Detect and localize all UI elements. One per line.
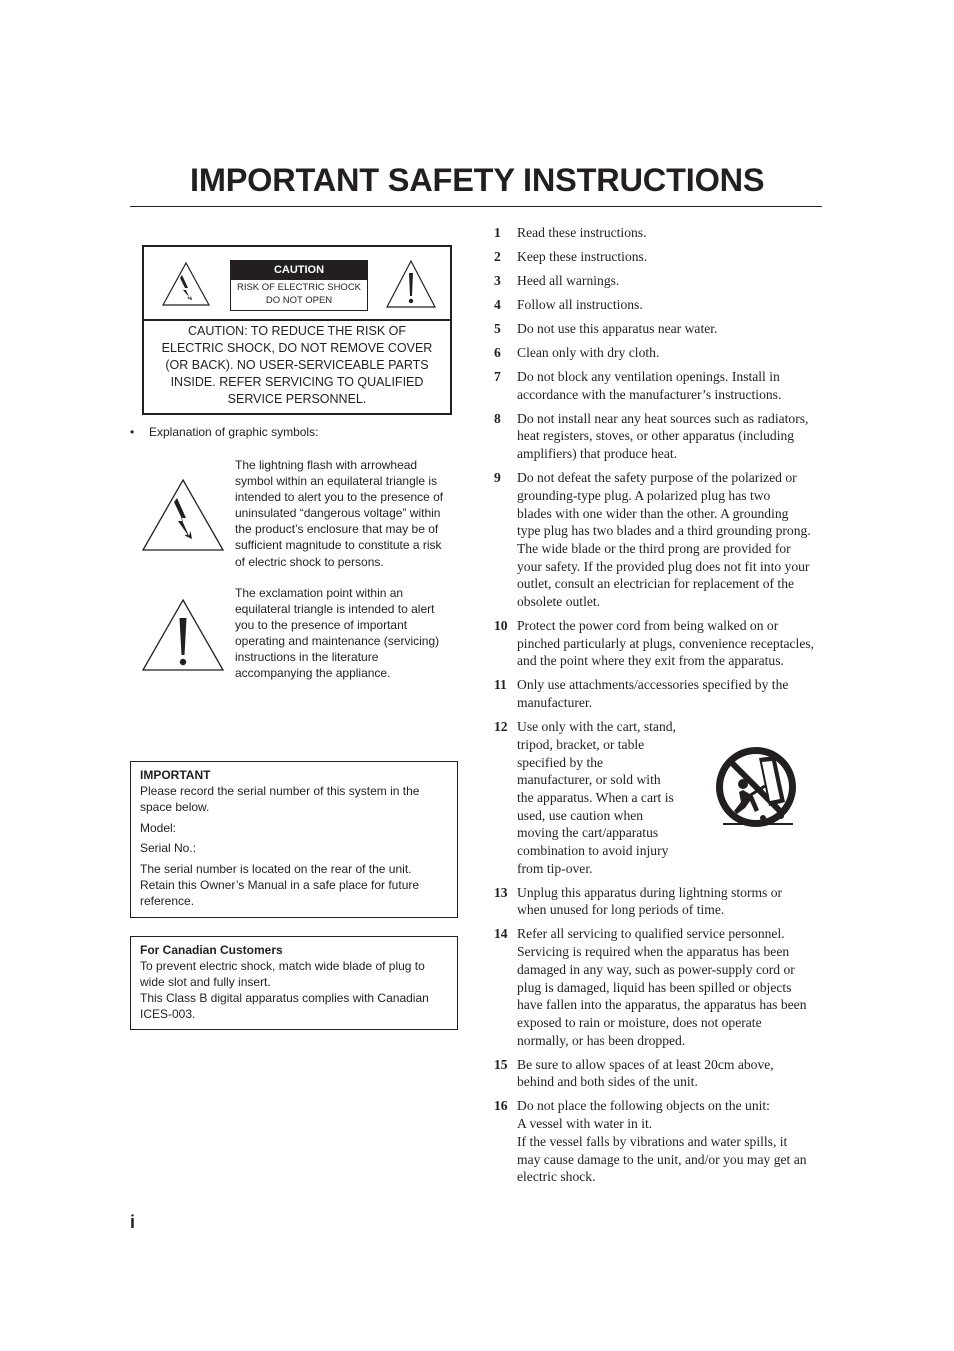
instruction-line: Unplug this apparatus during lightning storms or (517, 884, 783, 900)
instruction-item (494, 224, 824, 242)
instruction-line: specified by the (517, 754, 604, 770)
exclamation-symbol-icon (141, 598, 225, 672)
instruction-line: The wide blade or the third prong are provided for (517, 540, 791, 556)
instruction-item (494, 296, 824, 314)
instruction-item (494, 272, 824, 290)
instruction-item (494, 617, 824, 670)
cart-tip-over-warning-icon (713, 744, 799, 830)
instruction-line: outlet, consult an electrician for replacement of the (517, 576, 795, 592)
instruction-text (517, 224, 824, 242)
instruction-number: 9 (494, 470, 501, 486)
instruction-text (517, 617, 824, 670)
instruction-line: Read these instructions. (517, 225, 647, 240)
instruction-line: Keep these instructions. (517, 249, 648, 264)
instruction-number: 6 (494, 345, 501, 360)
instruction-line: Refer all servicing to qualified service personnel. (517, 926, 785, 942)
instruction-text (517, 676, 824, 711)
instruction-line: accordance with the manufacturer’s instructions. (517, 386, 782, 402)
instruction-line: Do not defeat the safety purpose of the polarized or (517, 470, 797, 486)
text-line: Please record the serial number of this system in the (140, 784, 420, 799)
instruction-number: 14 (494, 926, 508, 942)
instruction-line: amplifiers) that produce heat. (517, 446, 678, 462)
caution-line: ELECTRIC SHOCK, DO NOT REMOVE COVER (161, 341, 433, 355)
instruction-text (517, 1056, 824, 1091)
instruction-line: Protect the power cord from being walked on or (517, 618, 779, 634)
caution-label-line: DO NOT OPEN (265, 294, 333, 306)
instruction-item (494, 925, 824, 1049)
instruction-line: plug is damaged, liquid has been spilled or objects (517, 979, 792, 995)
instruction-number: 8 (494, 410, 501, 426)
instruction-line: type plug has two blades and a third grounding prong. (517, 523, 811, 539)
text-line: sufficient magnitude to constitute a risk (235, 538, 442, 553)
instruction-item (494, 469, 824, 611)
text-line: wide slot and fully insert. (140, 975, 271, 990)
instruction-item (494, 344, 824, 362)
instruction-line: A vessel with water in it. (517, 1116, 653, 1132)
instruction-text (517, 272, 824, 290)
instruction-line: obsolete outlet. (517, 594, 601, 610)
instruction-line: Only use attachments/accessories specified by the (517, 677, 789, 693)
instruction-item (494, 676, 824, 711)
lightning-warning-icon (161, 261, 211, 307)
instruction-number: 4 (494, 297, 501, 312)
text-line: operating and maintenance (servicing) (235, 634, 440, 649)
instruction-line: used, use caution when (517, 807, 644, 823)
instruction-item (494, 410, 824, 463)
symbols-intro-text: Explanation of graphic symbols: (149, 425, 319, 439)
instruction-line: from tip-over. (517, 860, 593, 876)
instruction-line: behind and both sides of the unit. (517, 1074, 698, 1090)
caution-line: INSIDE. REFER SERVICING TO QUALIFIED (170, 375, 424, 389)
page-title: IMPORTANT SAFETY INSTRUCTIONS (190, 162, 765, 198)
instruction-item (494, 1056, 824, 1091)
instruction-line: Do not install near any heat sources such as radiators, (517, 410, 809, 426)
instruction-line: manufacturer. (517, 695, 593, 711)
instruction-item (494, 248, 824, 266)
caution-line: (OR BACK). NO USER-SERVICEABLE PARTS (165, 358, 429, 372)
instruction-text (517, 368, 824, 403)
exclamation-warning-icon (385, 259, 437, 309)
instruction-text (517, 469, 824, 611)
instruction-number: 12 (494, 719, 508, 735)
lightning-symbol-icon (141, 478, 225, 552)
instruction-number: 5 (494, 321, 501, 336)
instruction-line: grounding-type plug. A polarized plug has two (517, 487, 771, 503)
instruction-line: your safety. If the provided plug does not fit into your (517, 558, 810, 574)
canadian-customers-box (130, 936, 458, 1030)
lightning-symbol-explanation (235, 457, 460, 570)
instruction-number: 3 (494, 273, 501, 288)
instruction-number: 1 (494, 225, 501, 240)
instruction-line: exposed to rain or moisture, does not operate (517, 1014, 762, 1030)
instruction-line: the apparatus. When a cart is (517, 789, 674, 805)
instruction-number: 13 (494, 884, 508, 900)
text-line: you to the presence of important (235, 618, 408, 633)
instruction-line: Use only with the cart, stand, (517, 719, 676, 735)
instruction-line: have fallen into the apparatus, the apparatus has been (517, 997, 807, 1013)
page-number: i (130, 1212, 136, 1232)
instruction-line: heat registers, stoves, or other apparatus (including (517, 428, 795, 444)
caution-line: SERVICE PERSONNEL. (227, 392, 367, 406)
instruction-line: Follow all instructions. (517, 297, 643, 312)
instruction-line: and the point where they exit from the apparatus. (517, 653, 784, 669)
canadian-heading: For Canadian Customers (140, 943, 283, 957)
instruction-line: Be sure to allow spaces of at least 20cm above, (517, 1056, 774, 1072)
text-line: uninsulated “dangerous voltage” within (235, 506, 441, 521)
model-label: Model: (140, 820, 177, 835)
instruction-text (517, 884, 824, 919)
instruction-line: tripod, bracket, or table (517, 736, 645, 752)
instruction-line: damaged in any way, such as power-supply cord or (517, 961, 795, 977)
instruction-number: 7 (494, 369, 501, 384)
instruction-item (494, 368, 824, 403)
text-line: This Class B digital apparatus complies with Canadian (140, 991, 429, 1006)
instruction-number: 10 (494, 618, 508, 634)
serial-label: Serial No.: (140, 841, 197, 856)
caution-box (142, 245, 452, 415)
text-line: symbol within an equilateral triangle is (235, 474, 438, 489)
instruction-number: 11 (494, 677, 507, 693)
caution-warning-text (144, 323, 450, 408)
instruction-item (494, 1097, 824, 1186)
instruction-item (494, 884, 824, 919)
instruction-line: Clean only with dry cloth. (517, 345, 660, 360)
instruction-line: Servicing is required when the apparatus has been (517, 944, 790, 960)
instruction-line: blades with one wider than the other. A grounding (517, 505, 789, 521)
instruction-line: manufacturer, or sold with (517, 772, 661, 788)
symbols-intro (130, 425, 318, 439)
important-serial-box (130, 761, 458, 918)
instruction-line: electric shock. (517, 1169, 596, 1185)
instruction-line: Heed all warnings. (517, 273, 620, 288)
instruction-text (517, 296, 824, 314)
text-line: To prevent electric shock, match wide blade of plug to (140, 959, 425, 974)
caution-label-panel (144, 247, 450, 321)
instruction-line: normally, or has been dropped. (517, 1032, 686, 1048)
text-line: space below. (140, 800, 210, 815)
instruction-text (517, 344, 824, 362)
instruction-line: If the vessel falls by vibrations and water spills, it (517, 1133, 788, 1149)
text-line: equilateral triangle is intended to alert (235, 602, 435, 617)
bullet: • (130, 425, 135, 439)
instruction-line: combination to avoid injury (517, 843, 669, 859)
caution-label-line: RISK OF ELECTRIC SHOCK (236, 282, 362, 293)
text-line: accompanying the appliance. (235, 666, 391, 681)
instruction-line: pinched particularly at plugs, convenience receptacles, (517, 635, 815, 651)
instruction-text (517, 320, 824, 338)
text-line: intended to alert you to the presence of (235, 490, 444, 505)
instruction-line: moving the cart/apparatus (517, 825, 659, 841)
text-line: of electric shock to persons. (235, 554, 384, 569)
text-line: The lightning flash with arrowhead (235, 458, 418, 472)
instruction-text (517, 248, 824, 266)
instruction-number: 15 (494, 1056, 508, 1072)
title-rule (130, 206, 822, 207)
text-line: The serial number is located on the rear of the unit. (140, 861, 412, 876)
important-heading: IMPORTANT (140, 768, 211, 782)
text-line: instructions in the literature (235, 650, 379, 665)
caution-label (230, 260, 368, 311)
caution-label-header: CAUTION (231, 261, 367, 280)
instruction-line: when unused for long periods of time. (517, 902, 725, 918)
text-line: Retain this Owner’s Manual in a safe place for future (140, 878, 420, 893)
instruction-line: may cause damage to the unit, and/or you may get an (517, 1151, 807, 1167)
text-line: ICES-003. (140, 1007, 196, 1022)
instruction-line: Do not block any ventilation openings. Install in (517, 369, 780, 384)
instruction-number: 2 (494, 249, 501, 264)
instruction-number: 16 (494, 1098, 508, 1114)
instruction-text (517, 925, 824, 1049)
instruction-item (494, 320, 824, 338)
exclamation-symbol-explanation (235, 585, 460, 682)
text-line: the product’s enclosure that may be of (235, 522, 439, 537)
instruction-line: Do not place the following objects on the unit: (517, 1098, 770, 1114)
instruction-line: Do not use this apparatus near water. (517, 321, 718, 336)
safety-instructions-list (494, 224, 824, 1192)
instruction-text (517, 410, 824, 463)
text-line: The exclamation point within an (235, 586, 404, 600)
caution-line: CAUTION: TO REDUCE THE RISK OF (187, 324, 407, 338)
caution-label-body (231, 280, 367, 310)
text-line: reference. (140, 894, 195, 909)
instruction-text (517, 1097, 824, 1186)
